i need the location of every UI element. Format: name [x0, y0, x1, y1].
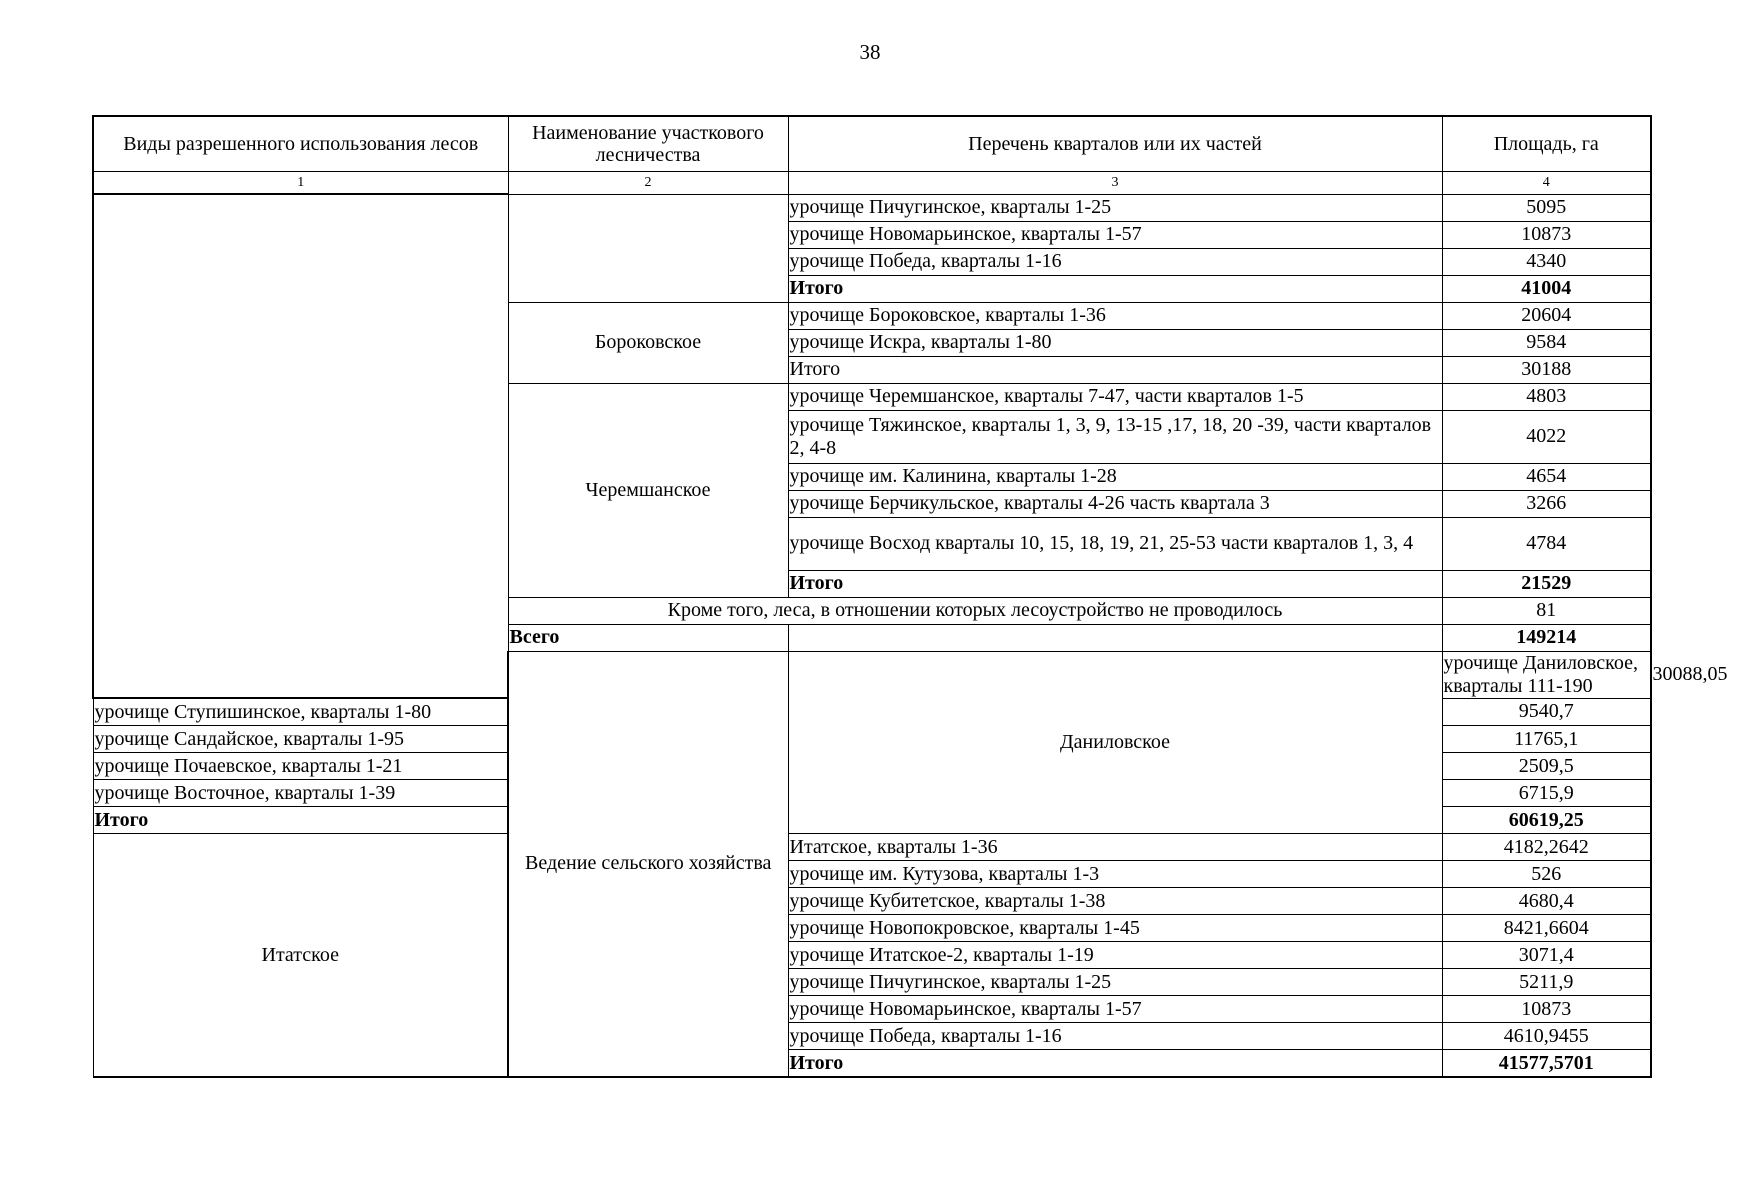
- quarters-cell: урочище Новомарьинское, кварталы 1-57: [788, 996, 1442, 1023]
- subtotal-label: Итого: [93, 807, 508, 834]
- subtotal-label: Итого: [788, 570, 1442, 597]
- table-row: [93, 194, 1651, 221]
- area-cell: 9540,7: [1442, 698, 1651, 726]
- extra-forests-label: Кроме того, леса, в отношении которых лесоустройство не проводилось: [508, 597, 1442, 624]
- total-empty-cell: [788, 624, 1442, 651]
- quarters-cell: Итатское, кварталы 1-36: [788, 834, 1442, 861]
- total-area: 149214: [1442, 624, 1651, 651]
- header-use-type: Виды разрешенного использования лесов: [93, 116, 508, 172]
- header-quarters-list: Перечень кварталов или их частей: [788, 116, 1442, 172]
- header-number: 4: [1442, 172, 1651, 195]
- area-cell: 10873: [1442, 996, 1651, 1023]
- area-cell: 4654: [1442, 463, 1651, 490]
- forestry-name-itatskoe: Итатское: [93, 834, 508, 1078]
- header-number-row: [93, 172, 1651, 195]
- table-row: Ведение сельского хозяйства Даниловское урочище Даниловское, кварталы 111-190 30088,05: [93, 651, 1651, 698]
- area-cell: 11765,1: [1442, 726, 1651, 753]
- quarters-cell: урочище Пичугинское, кварталы 1-25: [788, 194, 1442, 221]
- quarters-cell: урочище Почаевское, кварталы 1-21: [93, 753, 508, 780]
- header-number: 3: [788, 172, 1442, 195]
- area-cell: 4680,4: [1442, 888, 1651, 915]
- forestry-name-borokovskoe: Бороковское: [508, 302, 788, 383]
- subtotal-area: 30188: [1442, 356, 1651, 383]
- header-area: Площадь, га: [1442, 116, 1651, 172]
- quarters-cell: урочище Восход кварталы 10, 15, 18, 19, 21, 25-53 части кварталов 1, 3, 4: [788, 517, 1442, 570]
- subtotal-area: 60619,25: [1442, 807, 1651, 834]
- forestry-name-danilovskoe: Даниловское: [788, 651, 1442, 834]
- quarters-cell: урочище Ступишинское, кварталы 1-80: [93, 698, 508, 726]
- use-type-cell-empty: [93, 194, 508, 698]
- page-number: 38: [859, 40, 881, 64]
- quarters-cell: урочище Новопокровское, кварталы 1-45: [788, 915, 1442, 942]
- quarters-cell: урочище Берчикульское, кварталы 4-26 часть квартала 3: [788, 490, 1442, 517]
- quarters-cell: урочище им. Кутузова, кварталы 1-3: [788, 861, 1442, 888]
- quarters-cell: урочище Черемшанское, кварталы 7-47, части кварталов 1-5: [788, 383, 1442, 410]
- quarters-cell: урочище Бороковское, кварталы 1-36: [788, 302, 1442, 329]
- area-cell: 3071,4: [1442, 942, 1651, 969]
- subtotal-area: 41004: [1442, 275, 1651, 302]
- area-cell: 4022: [1442, 410, 1651, 463]
- table-header-row: [93, 116, 1651, 172]
- header-number: 1: [93, 172, 508, 195]
- area-cell: 4182,2642: [1442, 834, 1651, 861]
- quarters-cell: урочище Восточное, кварталы 1-39: [93, 780, 508, 807]
- area-cell: 4803: [1442, 383, 1651, 410]
- area-cell: 9584: [1442, 329, 1651, 356]
- forest-use-table: [92, 115, 1728, 1078]
- forestry-name-cell-empty: [508, 194, 788, 302]
- table-row: [93, 834, 1651, 861]
- area-cell: 10873: [1442, 221, 1651, 248]
- area-cell: 3266: [1442, 490, 1651, 517]
- subtotal-area: 41577,5701: [1442, 1050, 1651, 1078]
- area-cell: 4610,9455: [1442, 1023, 1651, 1050]
- quarters-cell: урочище Кубитетское, кварталы 1-38: [788, 888, 1442, 915]
- quarters-cell: урочище Тяжинское, кварталы 1, 3, 9, 13-15 ,17, 18, 20 -39, части кварталов 2, 4-8: [788, 410, 1442, 463]
- extra-forests-area: 81: [1442, 597, 1651, 624]
- forestry-name-cheremshanskoe: Черемшанское: [508, 383, 788, 597]
- quarters-cell: урочище Итатское-2, кварталы 1-19: [788, 942, 1442, 969]
- quarters-cell: урочище Новомарьинское, кварталы 1-57: [788, 221, 1442, 248]
- area-cell: 4340: [1442, 248, 1651, 275]
- area-cell: 8421,6604: [1442, 915, 1651, 942]
- header-number: 2: [508, 172, 788, 195]
- area-cell: 5095: [1442, 194, 1651, 221]
- area-cell: 6715,9: [1442, 780, 1651, 807]
- header-forestry-name: Наименование участкового лесничества: [508, 116, 788, 172]
- area-cell: 20604: [1442, 302, 1651, 329]
- subtotal-area: 21529: [1442, 570, 1651, 597]
- quarters-cell: урочище Сандайское, кварталы 1-95: [93, 726, 508, 753]
- quarters-cell: урочище Даниловское, кварталы 111-190: [1442, 651, 1651, 698]
- quarters-cell: урочище им. Калинина, кварталы 1-28: [788, 463, 1442, 490]
- total-label: Всего: [508, 624, 788, 651]
- quarters-cell: урочище Искра, кварталы 1-80: [788, 329, 1442, 356]
- subtotal-label: Итого: [788, 1050, 1442, 1078]
- subtotal-label: Итого: [788, 356, 1442, 383]
- area-cell: 5211,9: [1442, 969, 1651, 996]
- quarters-cell: урочище Пичугинское, кварталы 1-25: [788, 969, 1442, 996]
- subtotal-label: Итого: [788, 275, 1442, 302]
- quarters-cell: урочище Победа, кварталы 1-16: [788, 248, 1442, 275]
- area-cell: 2509,5: [1442, 753, 1651, 780]
- quarters-cell: урочище Победа, кварталы 1-16: [788, 1023, 1442, 1050]
- area-cell: 526: [1442, 861, 1651, 888]
- use-type-agriculture: Ведение сельского хозяйства: [508, 651, 788, 1077]
- area-cell: 4784: [1442, 517, 1651, 570]
